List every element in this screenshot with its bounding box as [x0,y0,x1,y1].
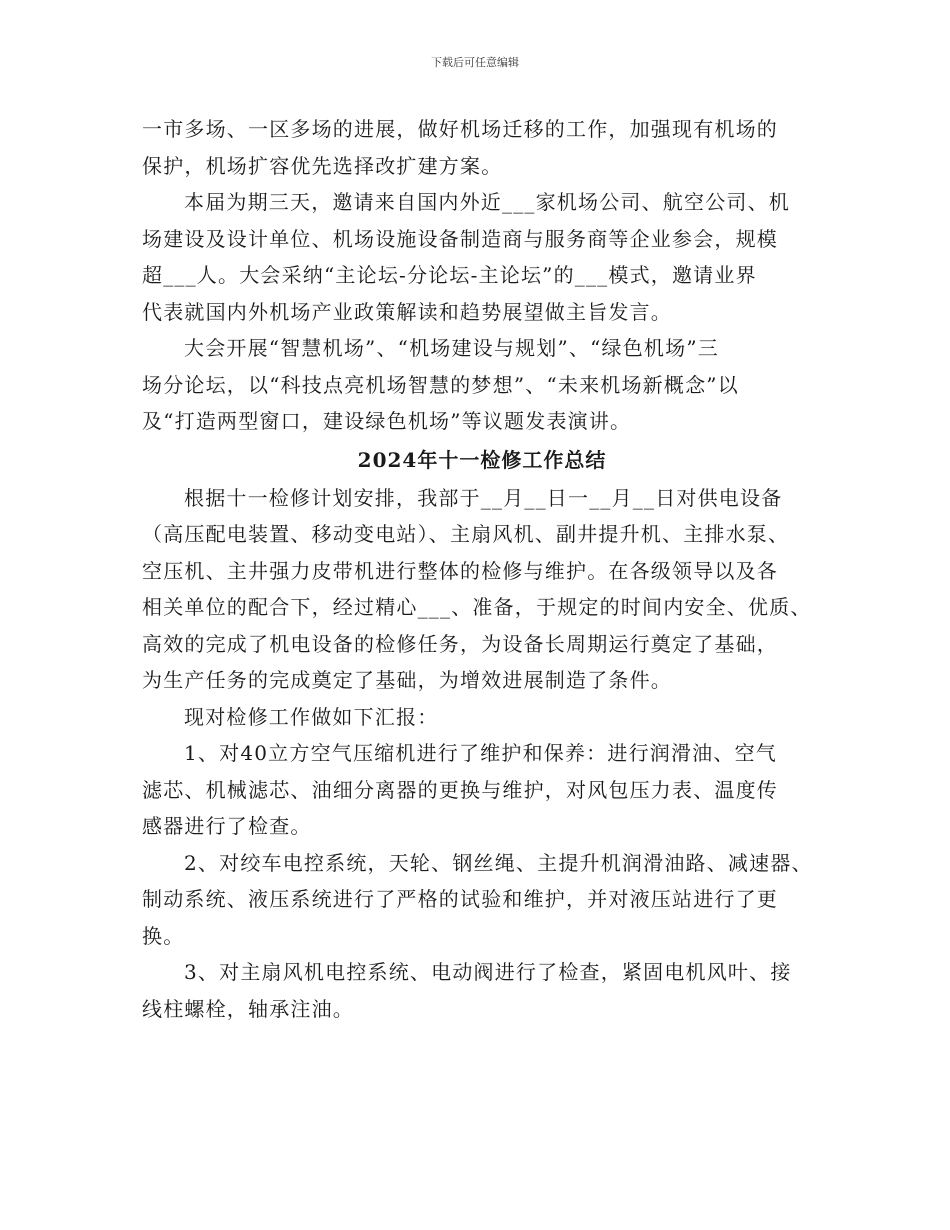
paragraph-airport-expansion [142,111,822,184]
text-line: 制动系统、液压系统进行了严格的试验和维护，并对液压站进行了更 [142,887,778,911]
text-line: 感器进行了检查。 [142,814,312,838]
paragraph-maintenance-intro [142,480,822,699]
text-line: 2、对绞车电控系统，天轮、钢丝绳、主提升机润滑油路、减速器、 [184,850,813,875]
paragraph-conference-scale [142,184,822,330]
text-line: 场建设及设计单位、机场设施设备制造商与服务商等企业参会，规模 [142,226,778,251]
text-line: （高压配电装置、移动变电站）、主扇风机、副井提升机、主排水泵、 [142,522,790,546]
text-line: 1、对40立方空气压缩机进行了维护和保养：进行润滑油、空气 [184,741,777,765]
text-line: 本届为期三天，邀请来自国内外近___家机场公司、航空公司、机 [184,190,790,214]
list-item-winch [142,845,822,955]
text-line: 空压机、主井强力皮带机进行整体的检修与维护。在各级领导以及各 [142,558,778,583]
text-line: 滤芯、机械滤芯、油细分离器的更换与维护，对风包压力表、温度传 [142,777,778,802]
text-line: 相关单位的配合下，经过精心___、准备，于规定的时间内安全、优质、 [142,595,812,619]
text-line: 根据十一检修计划安排，我部于__月__日一__月__日对供电设备 [184,485,783,510]
text-line: 代表就国内外机场产业政策解读和趋势展望做主旨发言。 [142,299,672,324]
text-line: 超___人。大会采纳“主论坛-分论坛-主论坛”的___模式，邀请业界 [142,263,757,287]
document-body [142,111,822,1027]
text-line: 高效的完成了机电设备的检修任务，为设备长周期运行奠定了基础， [142,631,778,656]
list-item-main-fan [142,954,822,1027]
paragraph-report-lead [142,699,822,736]
text-line: 大会开展“智慧机场”、“机场建设与规划”、“绿色机场”三 [184,336,719,360]
header-note: 下载后可任意编辑 [431,56,519,69]
text-line: 现对检修工作做如下汇报： [184,704,439,729]
text-line: 及“打造两型窗口，建设绿色机场”等议题发表演讲。 [142,409,632,433]
text-line: 换。 [142,923,185,948]
text-line: 一市多场、一区多场的进展，做好机场迁移的工作，加强现有机场的 [142,117,778,141]
text-line: 3、对主扇风机电控系统、电动阀进行了检查，紧固电机风叶、接 [184,960,792,984]
text-line: 为生产任务的完成奠定了基础，为增效进展制造了条件。 [142,668,672,692]
paragraph-sub-forums [142,330,822,440]
text-line: 线柱螺栓，轴承注油。 [142,996,354,1021]
section-title: 2024年十一检修工作总结 [357,447,607,472]
text-line: 保护，机场扩容优先选择改扩建方案。 [142,153,503,178]
list-item-compressor [142,735,822,845]
text-line: 场分论坛，以“科技点亮机场智慧的梦想”、“未来机场新概念”以 [142,372,739,397]
